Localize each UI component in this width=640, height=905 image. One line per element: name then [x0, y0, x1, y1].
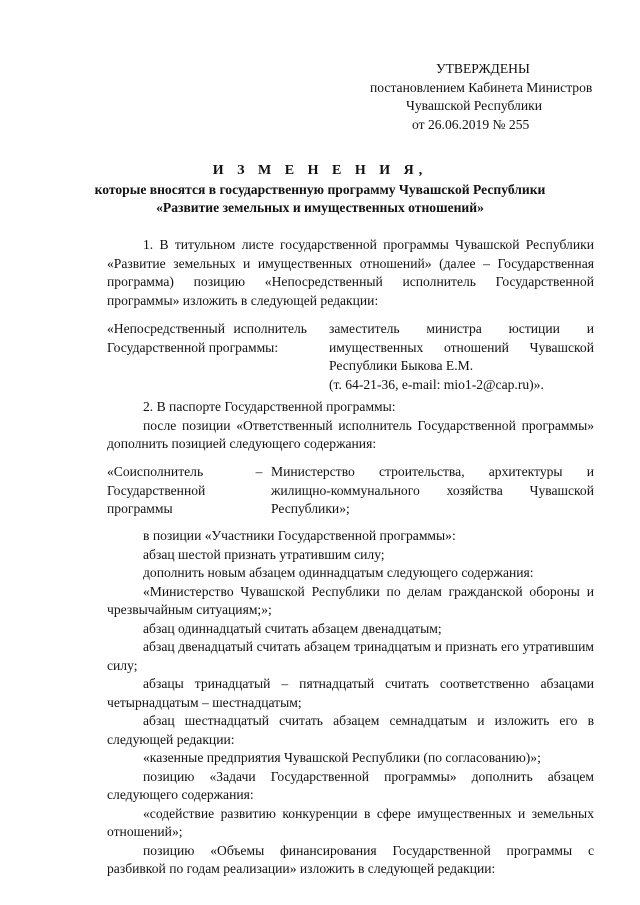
executor-name: заместитель министра юстиции и имущественных отношений Чувашской Республики Быкова Е.М. — [329, 321, 594, 373]
amendment-paragraph: позицию «Задачи Государственной программы» дополнить абзацем следующего содержания: — [107, 768, 594, 802]
amendment-paragraph: «казенные предприятия Чувашской Республики (по согласованию)»; — [143, 750, 541, 765]
approval-line: от 26.06.2019 № 255 — [412, 116, 530, 132]
coexecutor-dash: – — [255, 464, 263, 479]
amendment-paragraph: абзац одиннадцатый считать абзацем двенадцатым; — [143, 620, 442, 636]
section-1 — [107, 236, 594, 310]
title-heading: И З М Е Н Е Н И Я, — [212, 163, 428, 178]
amendment-paragraph: «содействие развитию конкуренции в сфере имущественных и земельных отношений»; — [107, 805, 594, 839]
amendment-paragraph: в позиции «Участники Государственной программы»: — [143, 528, 456, 543]
section-2-text: после позиции «Ответственный исполнитель Государственной программы» дополнить позицией следующего содержания: — [107, 417, 594, 451]
coexecutor-position-label: «Соисполнитель Государственной программы — [107, 464, 206, 516]
document-title — [0, 162, 640, 218]
approval-stamp — [370, 60, 620, 134]
approval-line: Чувашской Республики — [406, 98, 542, 113]
title-subtitle-line: «Развитие земельных и имущественных отношений» — [156, 200, 484, 215]
amendments-list — [107, 527, 594, 879]
amendment-paragraph: позицию «Объемы финансирования Государственной программы с разбивкой по годам реализации» изложить в следующей редакции: — [107, 842, 594, 876]
amendment-paragraph: абзацы тринадцатый – пятнадцатый считать соответственно абзацами четырнадцатым – шестнадцатым; — [107, 676, 594, 710]
executor-position-value — [307, 320, 594, 394]
title-subtitle-line: которые вносятся в государственную программу Чувашской Республики — [94, 181, 546, 197]
executor-position-table — [107, 320, 594, 394]
executor-position-label: «Непосредственный исполнитель Государственной программы: — [107, 321, 307, 355]
approval-line: УТВЕРЖДЕНЫ — [436, 61, 530, 76]
section-2 — [107, 398, 594, 454]
approval-line: постановлением Кабинета Министров — [370, 79, 593, 95]
amendment-paragraph: абзац двенадцатый считать абзацем тринадцатым и признать его утратившим силу; — [107, 639, 594, 673]
section-2-heading: 2. В паспорте Государственной программы: — [143, 399, 396, 414]
amendment-paragraph: «Министерство Чувашской Республики по делам гражданской обороны и чрезвычайным ситуациям;»; — [107, 583, 594, 617]
executor-contacts: (т. 64-21-36, e-mail: mio1-2@cap.ru)». — [329, 376, 544, 392]
coexecutor-position-value: Министерство строительства, архитектуры и жилищно-коммунального хозяйства Чувашской Республики»; — [271, 464, 594, 516]
amendment-paragraph: дополнить новым абзацем одиннадцатым следующего содержания: — [143, 565, 534, 580]
section-1-text: 1. В титульном листе государственной программы Чувашской Республики «Развитие земельных и имущественных отношений» (далее – Государственная программа) позицию «Непосредственный исполнитель Государственной программы» изложить в следующей редакции: — [107, 237, 594, 308]
amendment-paragraph: абзац шестнадцатый считать абзацем семнадцатым и изложить его в следующей редакции: — [107, 713, 594, 747]
amendment-paragraph: абзац шестой признать утратившим силу; — [143, 546, 385, 562]
coexecutor-position-table — [107, 463, 594, 519]
